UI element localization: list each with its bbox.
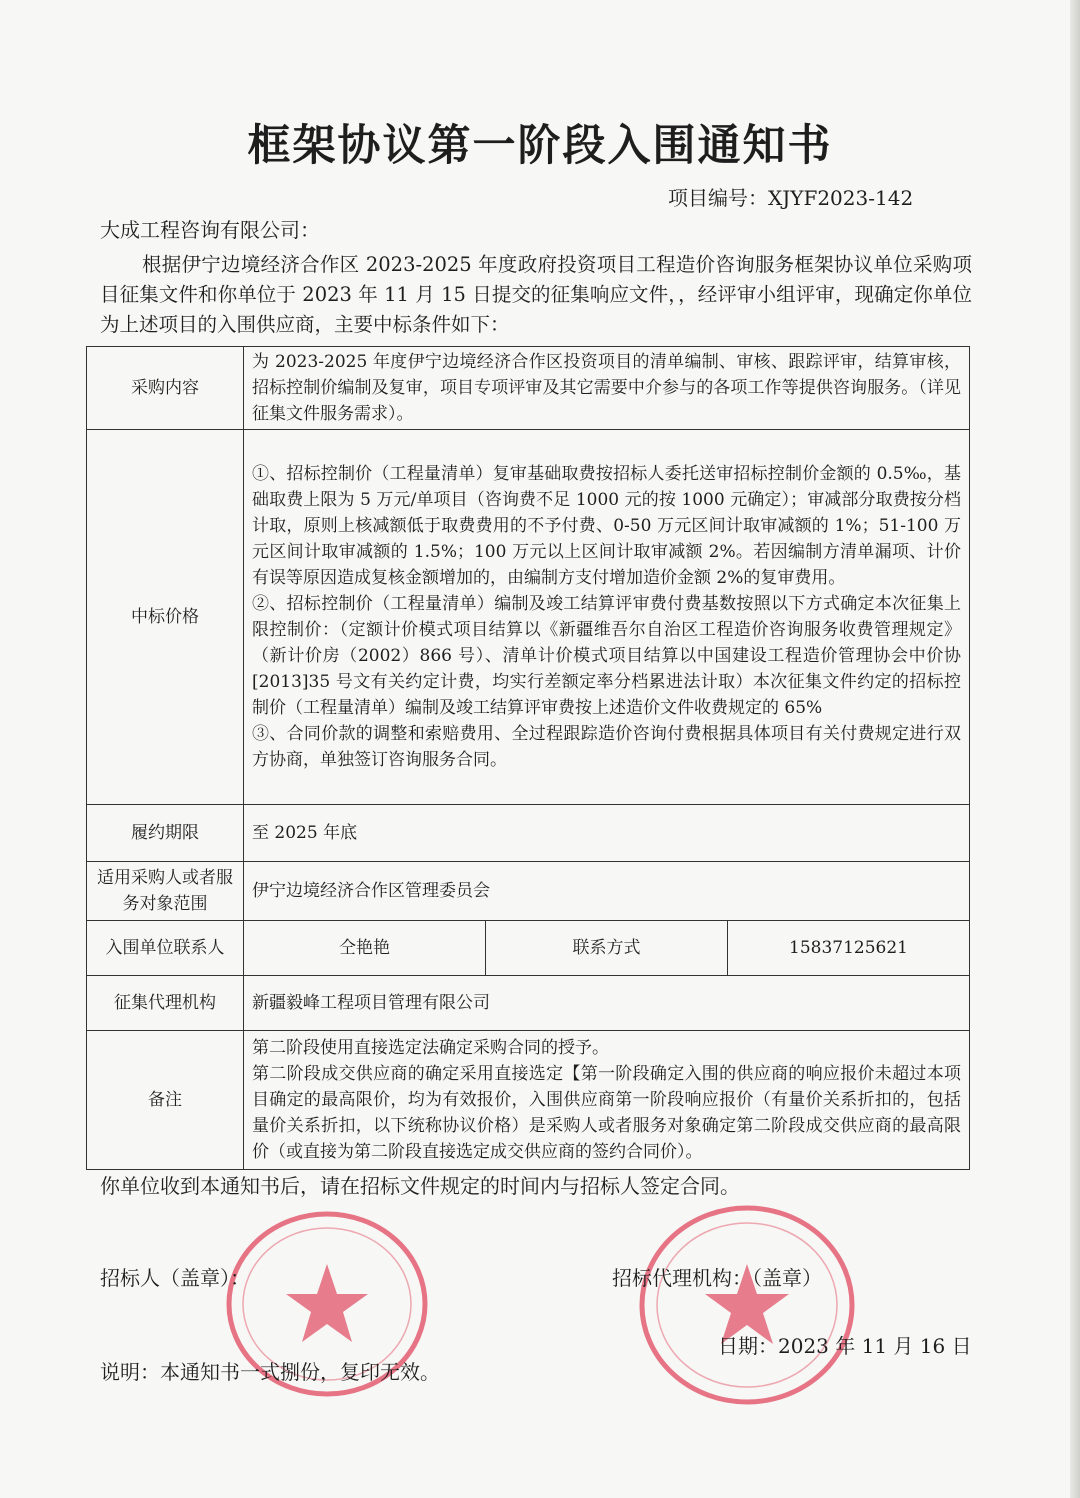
explanation-note: 说明：本通知书一式捌份，复印无效。 <box>100 1360 440 1384</box>
page-edge-shadow <box>1070 0 1080 1498</box>
price-label: 中标价格 <box>87 430 244 805</box>
contact-phone: 15837125621 <box>728 921 970 976</box>
remark-label: 备注 <box>87 1031 244 1170</box>
remark-paragraph-1: 第二阶段使用直接选定法确定采购合同的授予。 <box>252 1038 609 1058</box>
agency-sign-label: 招标代理机构：（盖章） <box>612 1266 822 1290</box>
remark-paragraph-2: 第二阶段成交供应商的确定采用直接选定【第一阶段确定入围的供应商的响应报价未超过本项目确定的最高限价，均为有效报价，入围供应商第一阶段响应报价（有量价关系折扣的，包括量价关系折扣，以下统称协议价格）是采购人或者服务对象确定第二阶段成交供应商的最高限价（或直接为第二阶段直接选定成交供应商的签约合同价）。 <box>252 1064 961 1162</box>
agency-label: 征集代理机构 <box>87 976 244 1031</box>
price-paragraph-1: ①、招标控制价（工程量清单）复审基础取费按招标人委托送审招标控制价金额的 0.5‰，基础取费上限为 5 万元/单项目（咨询费不足 1000 元的按 1000 元确定）；审减部分取费按分档计取，原则上核减额低于取费费用的不予付费、0-50 万元区间计取审减额的 1%；51-100 万元区间计取审减额的 1.5%；100 万元以上区间计取审减额 2%。若因编制方清单漏项、计价有误等原因造成复核金额增加的，由编制方支付增加造价金额 2%的复审费用。 <box>252 464 961 588</box>
price-paragraph-3: ③、合同价款的调整和索赔费用、全过程跟踪造价咨询付费根据具体项目有关付费规定进行双方协商，单独签订咨询服务合同。 <box>252 724 961 770</box>
contact-name: 仝艳艳 <box>244 921 486 976</box>
issue-date: 日期：2023 年 11 月 16 日 <box>718 1334 972 1358</box>
table-row <box>87 805 970 862</box>
table-row <box>87 347 970 430</box>
tenderer-sign-label: 招标人（盖章）： <box>100 1266 250 1290</box>
content-label: 采购内容 <box>87 347 244 430</box>
table-row <box>87 1031 970 1170</box>
contact-method-label: 联系方式 <box>486 921 728 976</box>
contact-label: 入围单位联系人 <box>87 921 244 976</box>
agency-seal-icon <box>634 1200 860 1410</box>
terms-table <box>86 346 970 1170</box>
price-cell <box>244 430 970 805</box>
footer-note: 你单位收到本通知书后，请在招标文件规定的时间内与招标人签定合同。 <box>100 1174 740 1198</box>
content-text: 为 2023-2025 年度伊宁边境经济合作区投资项目的清单编制、审核、跟踪评审，结算审核，招标控制价编制及复审，项目专项评审及其它需要中介参与的各项工作等提供咨询服务。（详见征集文件服务需求）。 <box>244 347 970 430</box>
period-value: 至 2025 年底 <box>244 805 970 862</box>
addressee: 大成工程咨询有限公司： <box>100 218 320 242</box>
table-row <box>87 430 970 805</box>
intro-paragraph: 根据伊宁边境经济合作区 2023-2025 年度政府投资项目工程造价咨询服务框架协议单位采购项目征集文件和你单位于 2023 年 11 月 15 日提交的征集响应文件，，经评审小组评审，现确定你单位为上述项目的入围供应商，主要中标条件如下： <box>100 253 972 336</box>
agency-value: 新疆毅峰工程项目管理有限公司 <box>244 976 970 1031</box>
scope-label: 适用采购人或者服务对象范围 <box>87 862 244 921</box>
price-paragraph-2: ②、招标控制价（工程量清单）编制及竣工结算评审费付费基数按照以下方式确定本次征集上限控制价：（定额计价模式项目结算以《新疆维吾尔自治区工程造价咨询服务收费管理规定》（新计价房（2002）866 号）、清单计价模式项目结算以中国建设工程造价管理协会中价协[2013]35 号文有关约定计费，均实行差额定率分档累进法计取）本次征集文件约定的招标控制价（工程量清单）编制及竣工结算评审费按上述造价文件收费规定的 65% <box>252 594 961 718</box>
table-row <box>87 921 970 976</box>
project-number: 项目编号：XJYF2023-142 <box>668 186 914 210</box>
scope-value: 伊宁边境经济合作区管理委员会 <box>244 862 970 921</box>
table-row <box>87 976 970 1031</box>
table-row <box>87 862 970 921</box>
period-label: 履约期限 <box>87 805 244 862</box>
document-title: 框架协议第一阶段入围通知书 <box>247 121 833 171</box>
remark-cell <box>244 1031 970 1170</box>
